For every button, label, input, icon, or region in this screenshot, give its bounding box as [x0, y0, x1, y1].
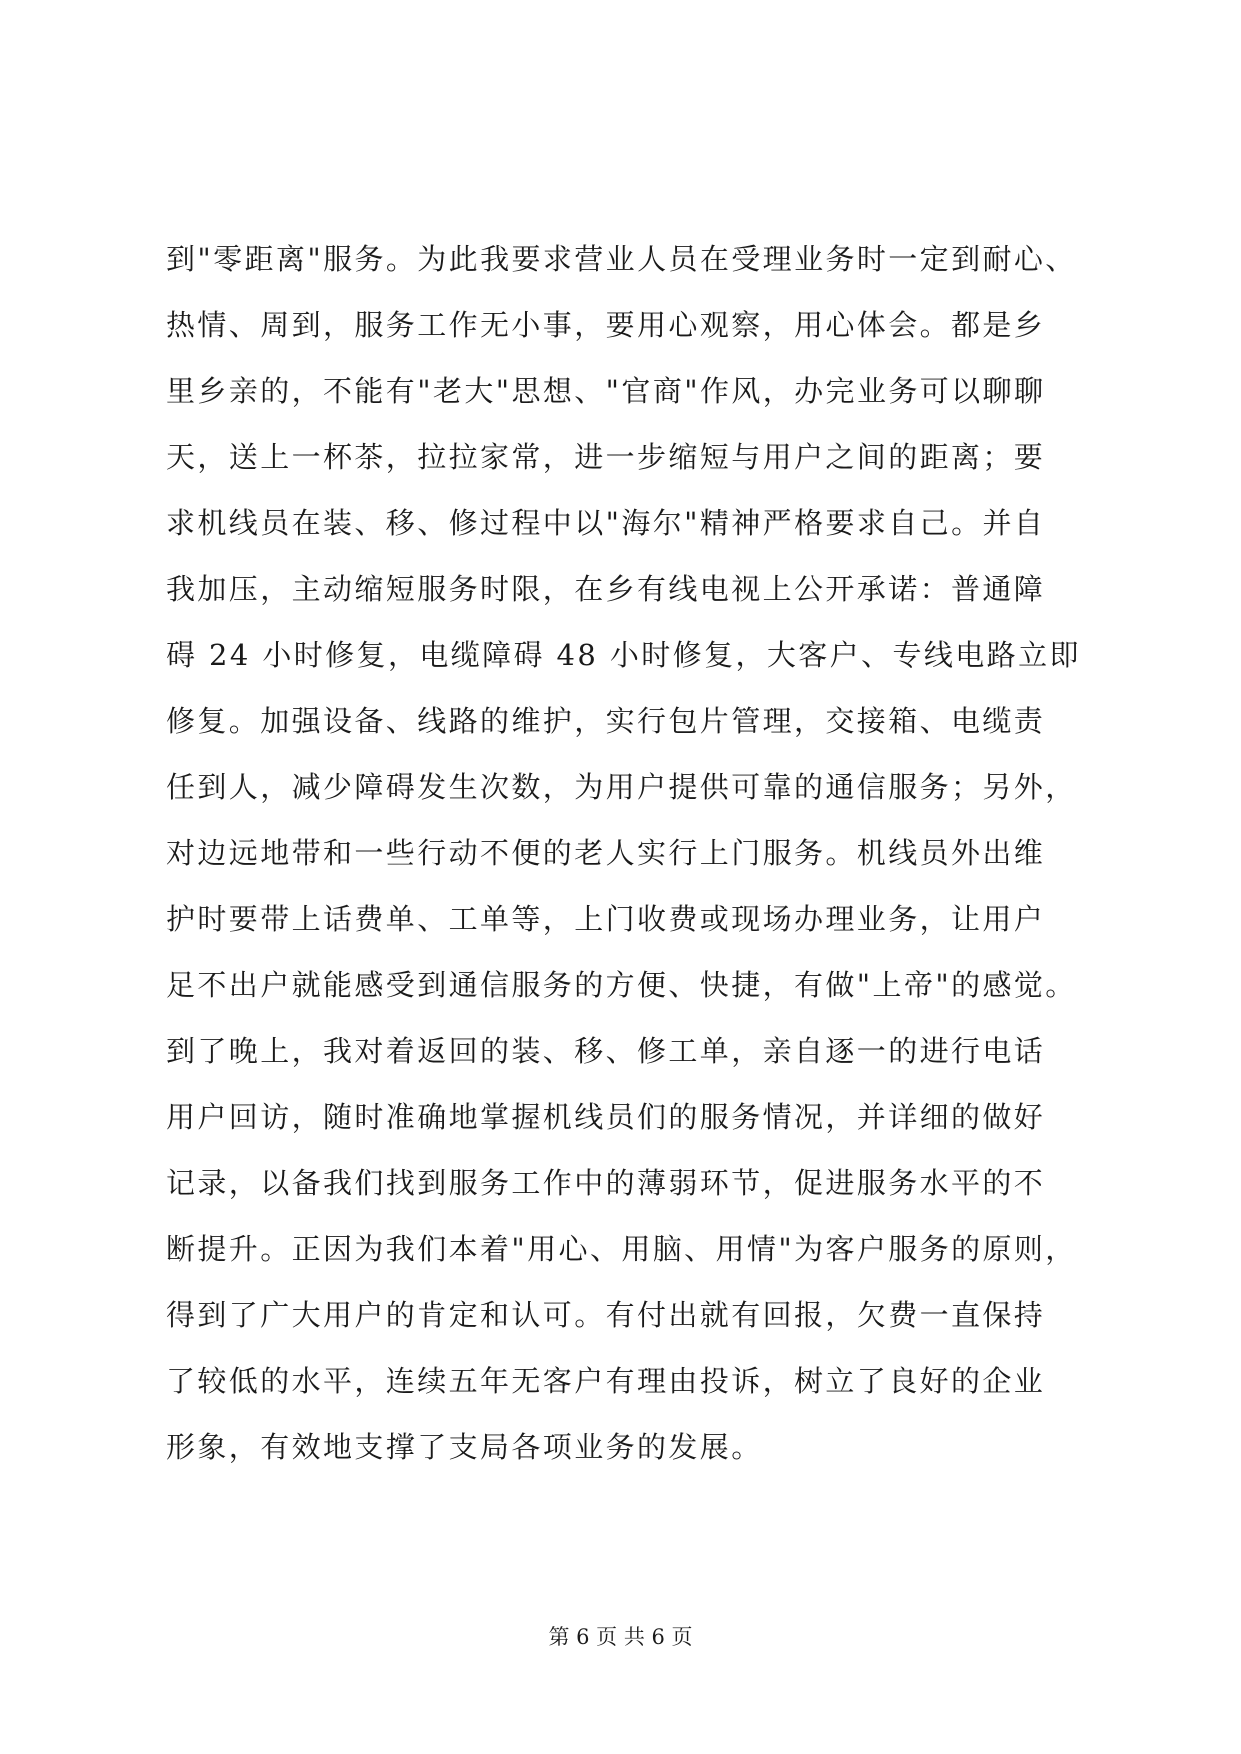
- text-line: 护时要带上话费单、工单等，上门收费或现场办理业务，让用户: [166, 902, 1046, 936]
- text-line: 了较低的水平，连续五年无客户有理由投诉，树立了良好的企业: [166, 1364, 1046, 1398]
- text-line: 足不出户就能感受到通信服务的方便、快捷，有做"上帝"的感觉。: [166, 968, 1077, 1002]
- text-line: 天，送上一杯茶，拉拉家常，进一步缩短与用户之间的距离；要: [166, 440, 1046, 474]
- text-line: 到"零距离"服务。为此我要求营业人员在受理业务时一定到耐心、: [166, 242, 1077, 276]
- text-line: 用户回访，随时准确地掌握机线员们的服务情况，并详细的做好: [166, 1100, 1046, 1134]
- text-line: 对边远地带和一些行动不便的老人实行上门服务。机线员外出维: [166, 836, 1046, 870]
- text-line: 碍 24 小时修复，电缆障碍 48 小时修复，大客户、专线电路立即: [166, 638, 1081, 672]
- text-line: 修复。加强设备、线路的维护，实行包片管理，交接箱、电缆责: [166, 704, 1046, 738]
- text-line: 里乡亲的，不能有"老大"思想、"官商"作风，办完业务可以聊聊: [166, 374, 1046, 408]
- body-paragraph: [166, 226, 1106, 1480]
- text-line: 到了晚上，我对着返回的装、移、修工单，亲自逐一的进行电话: [166, 1034, 1046, 1068]
- text-line: 断提升。正因为我们本着"用心、用脑、用情"为客户服务的原则，: [166, 1232, 1077, 1266]
- text-line: 任到人，减少障碍发生次数，为用户提供可靠的通信服务；另外，: [166, 770, 1077, 804]
- text-line: 求机线员在装、移、修过程中以"海尔"精神严格要求自己。并自: [166, 506, 1046, 540]
- page-number-footer: 第 6 页 共 6 页: [548, 1625, 693, 1649]
- text-line: 得到了广大用户的肯定和认可。有付出就有回报，欠费一直保持: [166, 1298, 1046, 1332]
- text-line: 我加压，主动缩短服务时限，在乡有线电视上公开承诺：普通障: [166, 572, 1046, 606]
- text-line: 形象，有效地支撑了支局各项业务的发展。: [166, 1430, 763, 1464]
- text-line: 记录，以备我们找到服务工作中的薄弱环节，促进服务水平的不: [166, 1166, 1046, 1200]
- text-line: 热情、周到，服务工作无小事，要用心观察，用心体会。都是乡: [166, 308, 1046, 342]
